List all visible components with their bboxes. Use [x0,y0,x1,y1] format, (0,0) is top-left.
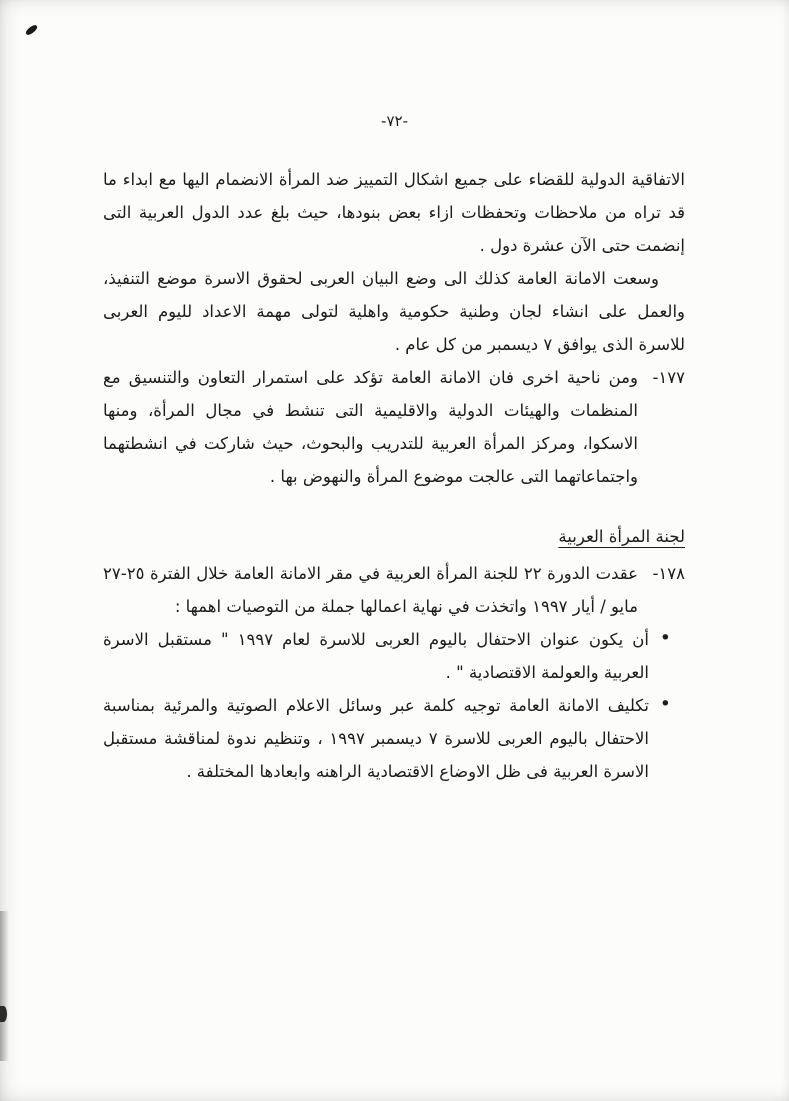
paragraph: وسعت الامانة العامة كذلك الى وضع البيان العربى لحقوق الاسرة موضع التنفيذ، والعمل على انشاء لجان وطنية حكومية واهلية لتولى مهمة الاعداد لليوم العربى للاسرة الذى يوافق ٧ ديسمبر من كل عام . [103,269,685,354]
paragraph-number: ١٧٨- [652,564,685,583]
scan-artifact [0,911,9,1061]
bullet-icon: • [659,627,671,649]
bullet-text: تكليف الامانة العامة توجيه كلمة عبر وسائل الاعلام الصوتية والمرئية بمناسبة الاحتفال باليوم العربى للاسرة ٧ ديسمبر ١٩٩٧ ، وتنظيم ندوة لمناقشة مستقبل الاسرة العربية فى ظل الاوضاع الاقتصادية الراهنه وابعادها المختلفة . [103,696,649,781]
section-heading: لجنة المرأة العربية [558,527,685,546]
bullet-item [103,689,671,788]
paragraph-text: ومن ناحية اخرى فان الامانة العامة تؤكد على استمرار التعاون والتنسيق مع المنظمات والهيئات الدولية والاقليمية التى تنشط في مجال المرأة، ومنها الاسكوا، ومركز المرأة العربية للتدريب والبحوث، حيث شاركت في انشطتهما واجتماعاتهما التى عالجت موضوع المرأة والنهوض بها . [103,368,638,486]
scan-artifact [0,1006,7,1022]
numbered-paragraph [103,361,685,493]
numbered-paragraph [103,557,685,623]
bullet-icon: • [659,693,671,715]
paragraph-number: ١٧٧- [652,368,685,387]
bullet-text: أن يكون عنوان الاحتفال باليوم العربى للاسرة لعام ١٩٩٧ " مستقبل الاسرة العربية والعولمة الاقتصادية " . [103,630,649,682]
document-body [103,163,685,788]
paragraph-text: عقدت الدورة ٢٢ للجنة المرأة العربية في مقر الامانة العامة خلال الفترة ٢٥-٢٧ مايو / أيار ١٩٩٧ واتخذت في نهاية اعمالها جملة من التوصيات اهمها : [103,564,638,616]
bullet-item [103,623,671,689]
paragraph: الاتفاقية الدولية للقضاء على جميع اشكال التمييز ضد المرأة الانضمام اليها مع ابداء ما قد تراه من ملاحظات وتحفظات ازاء بعض بنودها، حيث بلغ عدد الدول العربية التى إنضمت حتى الآن عشرة دول . [103,170,685,255]
page-number: -٧٢- [381,112,408,130]
scan-artifact [24,24,38,36]
